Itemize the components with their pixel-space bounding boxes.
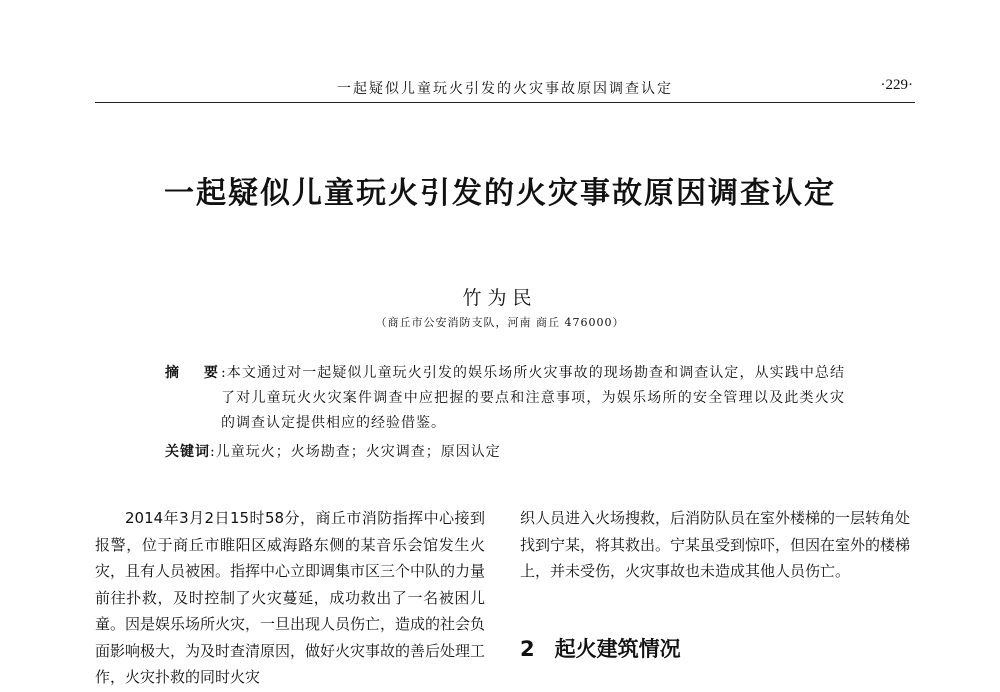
keywords: [165, 441, 845, 463]
section-title: 起火建筑情况: [554, 637, 681, 661]
abstract-text: :本文通过对一起疑似儿童玩火引发的娱乐场所火灾事故的现场勘查和调查认定，从实践中总结了对儿童玩火火灾案件调查中应把握的要点和注意事项，为娱乐场所的安全管理以及此类火灾的调查认定提供相应的经验借鉴。: [221, 365, 845, 431]
author-affiliation: （商丘市公安消防支队，河南 商丘 476000）: [375, 316, 625, 329]
keywords-label: 关键词: [165, 444, 210, 460]
author-name: 竹为民: [462, 287, 538, 309]
keywords-text: :儿童玩火；火场勘查；火灾调查；原因认定: [210, 444, 501, 460]
running-title: 一起疑似儿童玩火引发的火灾事故原因调查认定: [337, 81, 673, 97]
body-right-column: 织人员进入火场搜救，后消防队员在室外楼梯的一层转角处找到宁某，将其救出。宁某虽受到惊吓，但因在室外的楼梯上，并未受伤，火灾事故也未造成其他人员伤亡。: [520, 509, 911, 580]
article-title: 一起疑似儿童玩火引发的火灾事故原因调查认定: [164, 176, 836, 211]
running-header: [95, 70, 915, 103]
abstract-label: 摘 要: [165, 365, 228, 381]
section-heading: [520, 633, 681, 663]
body-left-column: 2014年3月2日15时58分，商丘市消防指挥中心接到报警，位于商丘市睢阳区威海路东侧的某音乐会馆发生火灾，且有人员被困。指挥中心立即调集市区三个中队的力量前往扑救，及时控制了火灾蔓延，成功救出了一名被困儿童。因是娱乐场所火灾，一旦出现人员伤亡，造成的社会负面影响极大，为及时查清原因，做好火灾事故的善后处理工作，火灾扑救的同时火灾: [95, 509, 486, 686]
abstract: [165, 361, 845, 436]
page-number: ·229·: [880, 77, 913, 93]
section-number: 2: [520, 637, 535, 661]
